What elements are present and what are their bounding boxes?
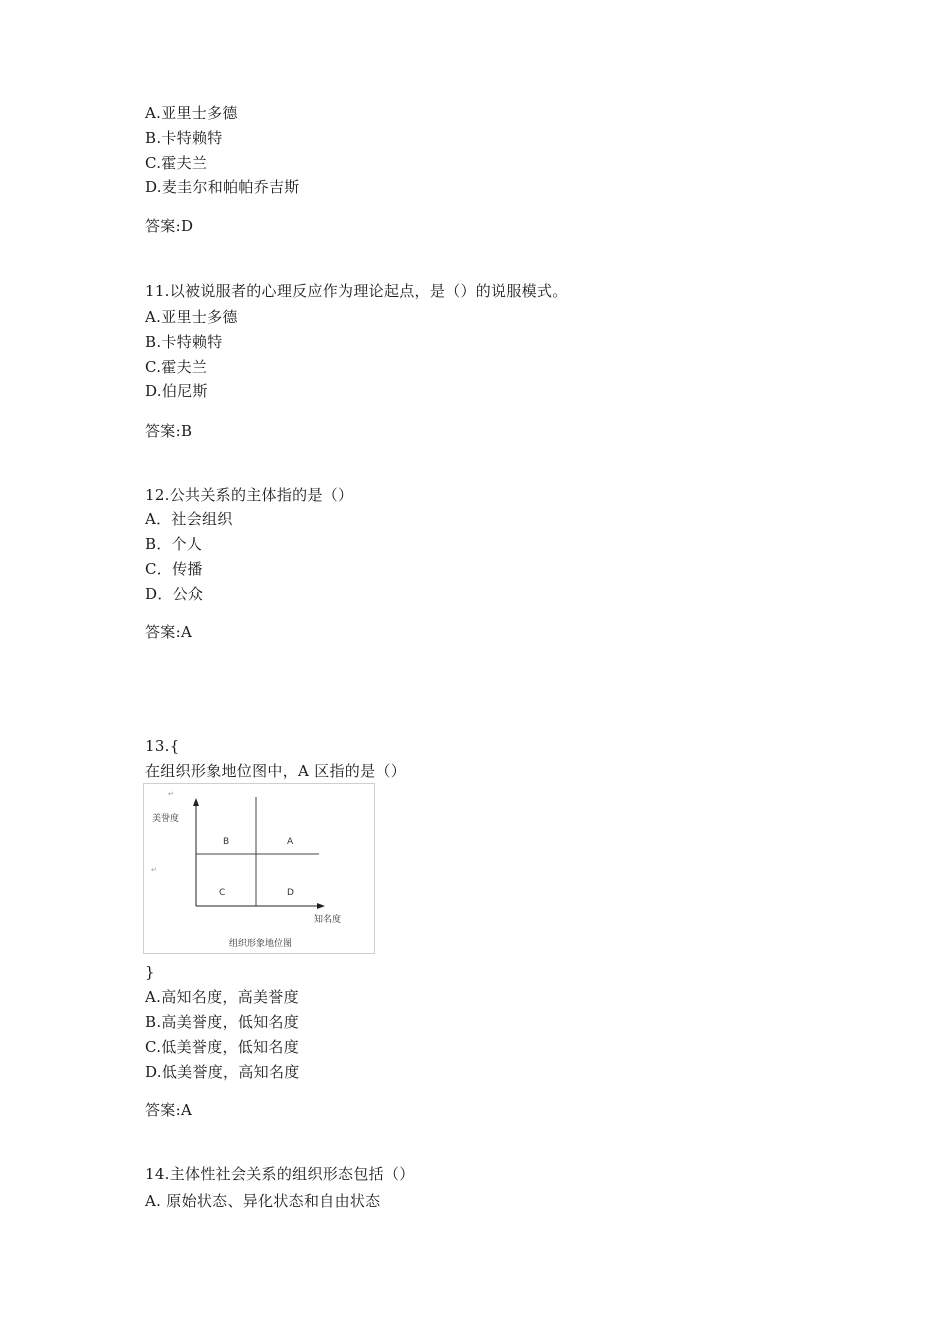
q13-stem: 在组织形象地位图中，A 区指的是（） bbox=[145, 762, 407, 780]
q12-option-b: B．个人 bbox=[145, 535, 203, 553]
paragraph-mark: ↵ bbox=[168, 790, 174, 798]
q13-number: 13.{ bbox=[145, 737, 180, 755]
quadrant-d-label: D bbox=[287, 888, 294, 898]
paragraph-mark: ↵ bbox=[151, 866, 157, 874]
organization-image-position-figure bbox=[143, 783, 375, 954]
q10-option-b: B.卡特赖特 bbox=[145, 129, 223, 147]
q14-option-a: A. 原始状态、异化状态和自由状态 bbox=[145, 1192, 381, 1210]
q10-option-d: D.麦圭尔和帕帕乔吉斯 bbox=[145, 178, 300, 196]
q13-close: } bbox=[145, 963, 155, 981]
y-axis-label: 美誉度 bbox=[152, 814, 180, 824]
q13-option-d: D.低美誉度，高知名度 bbox=[145, 1063, 300, 1081]
q11-option-c: C.霍夫兰 bbox=[145, 358, 208, 376]
x-axis-arrow-icon bbox=[317, 903, 325, 909]
q12-option-a: A．社会组织 bbox=[145, 510, 233, 528]
q11-option-a: A.亚里士多德 bbox=[145, 308, 238, 326]
quadrant-c-label: C bbox=[219, 888, 226, 898]
q12-stem: 12.公共关系的主体指的是（） bbox=[145, 486, 354, 504]
q13-option-b: B.高美誉度，低知名度 bbox=[145, 1013, 300, 1031]
q11-stem: 11.以被说服者的心理反应作为理论起点，是（）的说服模式。 bbox=[145, 282, 568, 300]
position-diagram bbox=[144, 784, 374, 953]
q12-option-c: C．传播 bbox=[145, 560, 203, 578]
q12-answer: 答案:A bbox=[145, 623, 193, 641]
q10-answer: 答案:D bbox=[145, 217, 194, 235]
quadrant-a-label: A bbox=[287, 837, 294, 847]
q14-stem: 14.主体性社会关系的组织形态包括（） bbox=[145, 1165, 415, 1183]
figure-caption: 组织形象地位图 bbox=[229, 939, 293, 949]
quadrant-b-label: B bbox=[223, 837, 230, 847]
q13-option-c: C.低美誉度，低知名度 bbox=[145, 1038, 300, 1056]
q11-option-b: B.卡特赖特 bbox=[145, 333, 223, 351]
q10-option-c: C.霍夫兰 bbox=[145, 154, 208, 172]
q11-option-d: D.伯尼斯 bbox=[145, 382, 208, 400]
q11-answer: 答案:B bbox=[145, 422, 193, 440]
q13-option-a: A.高知名度，高美誉度 bbox=[145, 988, 299, 1006]
q10-option-a: A.亚里士多德 bbox=[145, 104, 238, 122]
q12-option-d: D．公众 bbox=[145, 585, 204, 603]
q13-answer: 答案:A bbox=[145, 1101, 193, 1119]
x-axis-label: 知名度 bbox=[314, 915, 342, 925]
y-axis-arrow-icon bbox=[193, 798, 199, 806]
